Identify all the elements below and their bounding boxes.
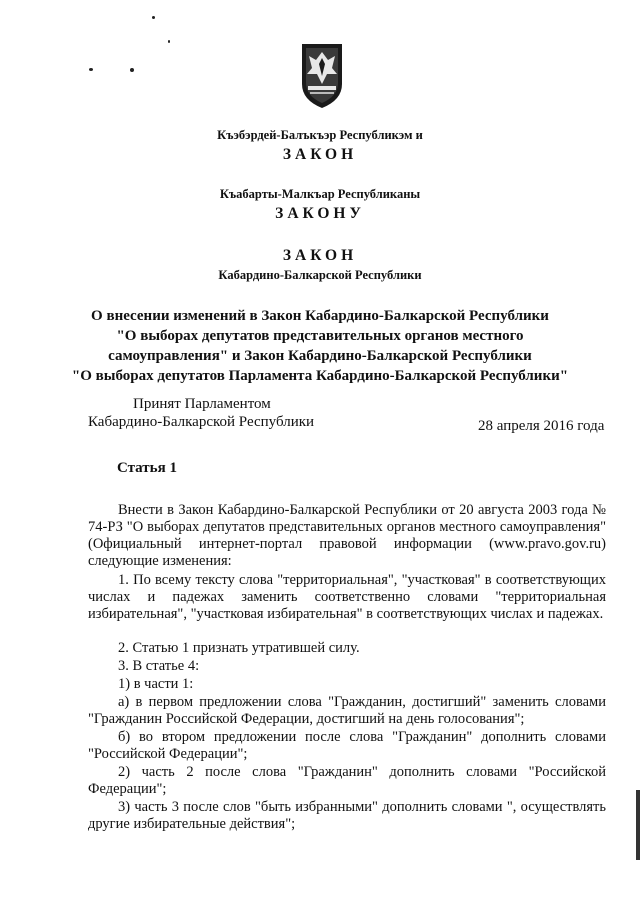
article-paragraph: 1. По всему тексту слова "территориальная", "участковая" в соответствующих числах и падежах заменить соответственно словами "территориальная избирательная", "участковая избирательная" в соответствующих числах и падежах. (88, 572, 606, 622)
article-paragraph: а) в первом предложении слова "Гражданин, достигший" заменить словами "Гражданин Российской Федерации, достигший на день голосования"; (88, 694, 606, 727)
law-title-line: О внесении изменений в Закон Кабардино-Балкарской Республики (91, 308, 549, 324)
article-paragraph: 3. В статье 4: (118, 658, 200, 674)
header-law-balkar: ЗАКОНУ (275, 205, 365, 222)
scan-speck (168, 40, 170, 43)
header-line-balkar: Къабарты-Малкъар Республиканы (219, 187, 421, 201)
article-paragraph: 1) в части 1: (118, 676, 194, 692)
law-title-line: самоуправления" и Закон Кабардино-Балкарской Республики (108, 348, 532, 364)
law-title-line: "О выборах депутатов Парламента Кабардино-Балкарской Республики" (71, 368, 569, 384)
article-heading: Статья 1 (117, 460, 177, 476)
scan-edge-mark (636, 790, 640, 860)
adoption-statement: Принят Парламентом (133, 396, 271, 412)
law-title-line: "О выборах депутатов представительных органов местного (116, 328, 524, 344)
scan-speck (130, 68, 134, 72)
coat-of-arms-icon (297, 40, 347, 110)
law-title (60, 306, 580, 386)
adoption-body: Кабардино-Балкарской Республики (88, 414, 315, 430)
article-paragraph: 3) часть 3 после слов "быть избранными" дополнить словами ", осуществлять другие избирательные действия"; (88, 799, 606, 832)
header-line-kabardian: Къэбэрдей-Балъкъэр Республикэм и (217, 128, 423, 142)
article-paragraph: б) во втором предложении после слова "Гражданин" дополнить словами "Российской Федерации"; (88, 729, 606, 762)
article-intro: Внести в Закон Кабардино-Балкарской Республики от 20 августа 2003 года № 74-РЗ "О выборах депутатов представительных органов местного самоуправления" (Официальный интернет-портал правовой информации (www.pravo.gov.ru) следующие изменения: (88, 502, 606, 569)
article-paragraph: 2) часть 2 после слова "Гражданин" дополнить словами "Российской Федерации"; (88, 764, 606, 797)
article-paragraph: 2. Статью 1 признать утратившей силу. (118, 640, 360, 656)
header-republic-russian: Кабардино-Балкарской Республики (218, 268, 422, 282)
scan-speck (89, 68, 93, 71)
header-law-russian: ЗАКОН (282, 247, 358, 264)
header-law-kabardian: ЗАКОН (282, 146, 358, 163)
scan-speck (152, 16, 155, 19)
adoption-date: 28 апреля 2016 года (478, 418, 605, 434)
